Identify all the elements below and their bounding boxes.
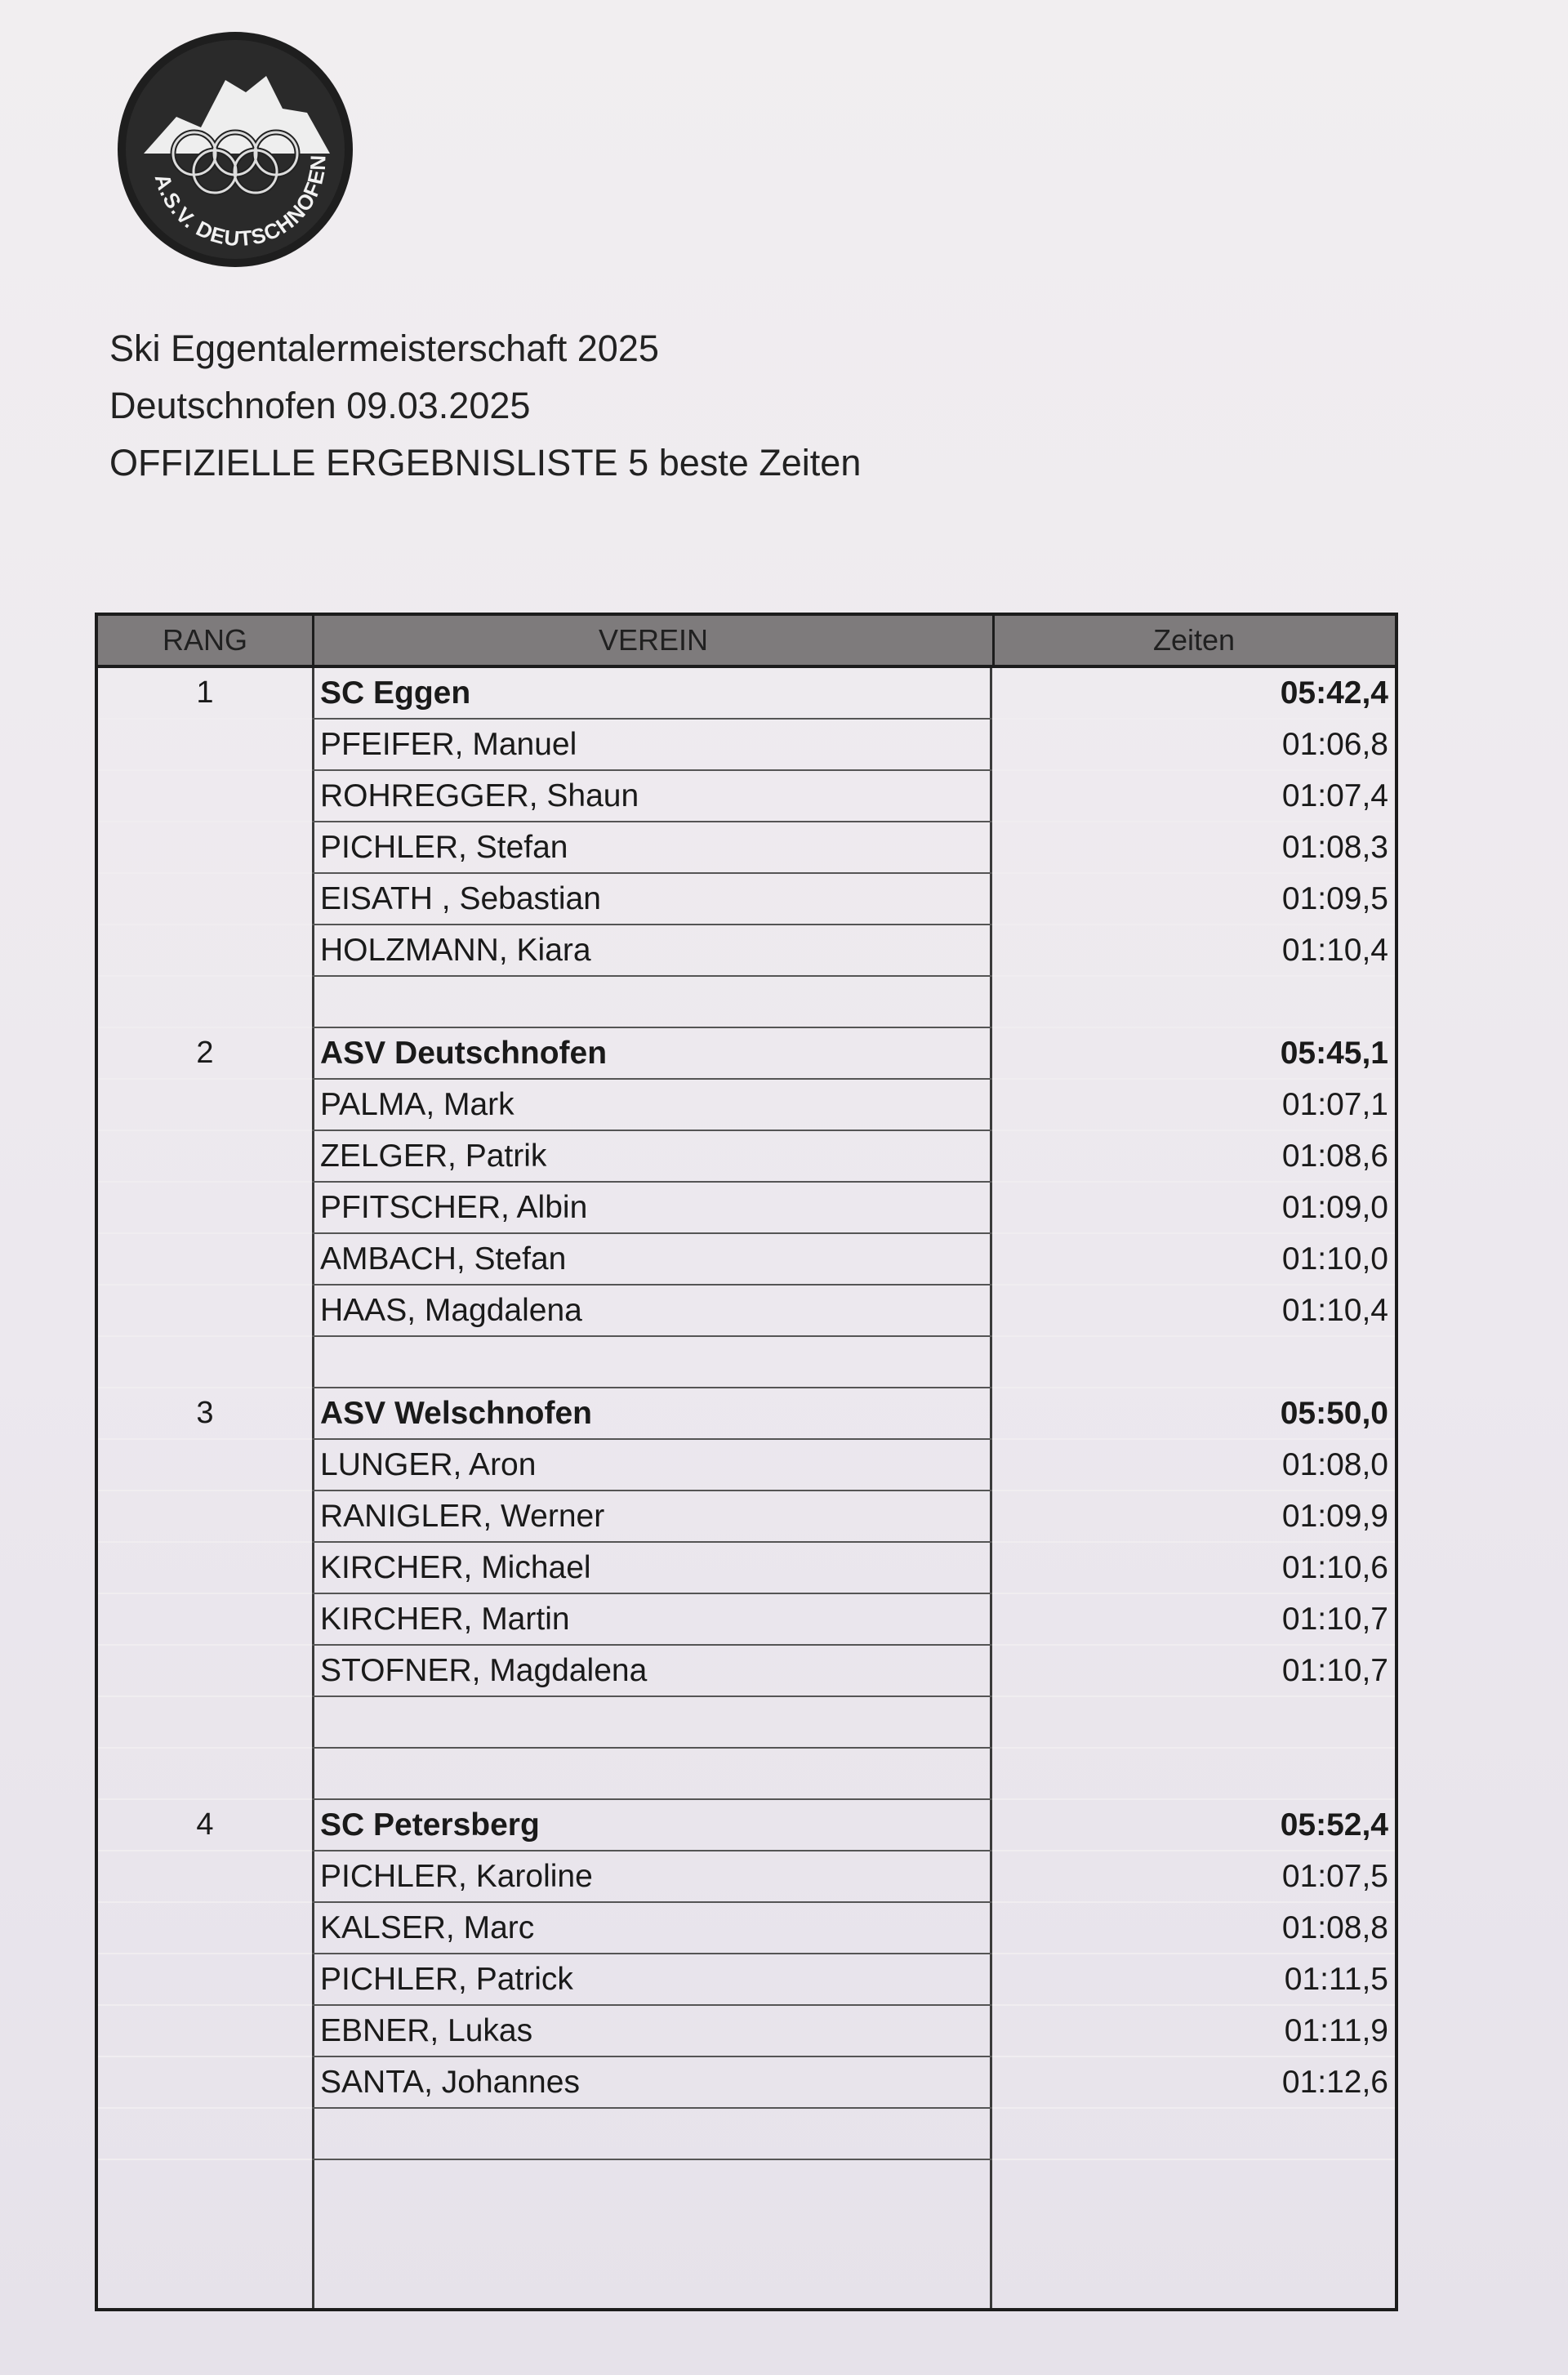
athlete-name: STOFNER, Magdalena <box>320 1653 648 1688</box>
athlete-name: AMBACH, Stefan <box>320 1241 567 1277</box>
team-row <box>98 1028 1395 1080</box>
athlete-time: 01:10,6 <box>1281 1550 1388 1585</box>
athlete-name: PICHLER, Stefan <box>320 830 568 865</box>
team-rank: 4 <box>196 1807 214 1842</box>
athlete-name: PFITSCHER, Albin <box>320 1190 588 1225</box>
athlete-name: SANTA, Johannes <box>320 2065 580 2100</box>
athlete-time: 01:12,6 <box>1281 2065 1388 2100</box>
athlete-row <box>98 1286 1395 1337</box>
athlete-row <box>98 1234 1395 1286</box>
team-name: SC Eggen <box>320 675 471 711</box>
athlete-time: 01:10,4 <box>1281 933 1388 968</box>
table-header <box>98 616 1395 668</box>
athlete-row <box>98 925 1395 977</box>
athlete-row <box>98 1954 1395 2006</box>
athlete-time: 01:08,8 <box>1281 1910 1388 1945</box>
club-logo-icon <box>111 31 359 268</box>
blank-row <box>98 1337 1395 1388</box>
event-place-date: Deutschnofen 09.03.2025 <box>109 385 531 426</box>
blank-row <box>98 1697 1395 1749</box>
team-row <box>98 668 1395 720</box>
athlete-time: 01:08,0 <box>1281 1447 1388 1482</box>
athlete-time: 01:09,0 <box>1281 1190 1388 1225</box>
team-name: SC Petersberg <box>320 1807 540 1843</box>
athlete-row <box>98 822 1395 874</box>
team-rank: 2 <box>196 1036 214 1070</box>
athlete-name: HOLZMANN, Kiara <box>320 933 591 968</box>
athlete-row <box>98 1903 1395 1954</box>
svg-text:A.S.V. DEUTSCHNOFEN: A.S.V. DEUTSCHNOFEN <box>149 154 331 252</box>
athlete-row <box>98 1594 1395 1646</box>
athlete-time: 01:07,5 <box>1281 1859 1388 1894</box>
athlete-row <box>98 1440 1395 1491</box>
team-name: ASV Deutschnofen <box>320 1036 608 1071</box>
athlete-time: 01:11,9 <box>1284 2013 1388 2048</box>
athlete-time: 01:07,4 <box>1281 778 1388 813</box>
athlete-time: 01:09,9 <box>1281 1499 1388 1534</box>
team-rank: 1 <box>196 675 214 710</box>
athlete-row <box>98 1080 1395 1131</box>
team-row <box>98 1388 1395 1440</box>
team-time: 05:45,1 <box>1280 1036 1388 1071</box>
athlete-row <box>98 771 1395 822</box>
athlete-row <box>98 1851 1395 1903</box>
team-name: ASV Welschnofen <box>320 1396 593 1431</box>
blank-row <box>98 977 1395 1028</box>
athlete-name: KALSER, Marc <box>320 1910 535 1945</box>
athlete-time: 01:08,6 <box>1281 1138 1388 1174</box>
athlete-row <box>98 2057 1395 2109</box>
athlete-name: KIRCHER, Michael <box>320 1550 591 1585</box>
table-body <box>98 668 1395 2160</box>
athlete-name: ZELGER, Patrik <box>320 1138 547 1174</box>
athlete-row <box>98 1543 1395 1594</box>
header-rang: RANG <box>162 623 247 657</box>
athlete-name: KIRCHER, Martin <box>320 1602 570 1637</box>
team-rank: 3 <box>196 1396 214 1430</box>
header-verein: VEREIN <box>312 616 995 665</box>
results-table <box>95 613 1398 2311</box>
athlete-row <box>98 720 1395 771</box>
athlete-row <box>98 1491 1395 1543</box>
document-heading <box>109 320 861 492</box>
athlete-name: PALMA, Mark <box>320 1087 514 1122</box>
athlete-time: 01:10,7 <box>1281 1653 1388 1688</box>
team-row <box>98 1800 1395 1851</box>
team-time: 05:42,4 <box>1280 675 1388 711</box>
header-zeiten: Zeiten <box>1152 623 1236 657</box>
athlete-name: EBNER, Lukas <box>320 2013 533 2048</box>
list-subtitle: OFFIZIELLE ERGEBNISLISTE 5 beste Zeiten <box>109 442 862 483</box>
athlete-time: 01:10,0 <box>1281 1241 1388 1277</box>
team-time: 05:50,0 <box>1280 1396 1388 1431</box>
athlete-time: 01:08,3 <box>1281 830 1388 865</box>
athlete-name: PICHLER, Patrick <box>320 1962 573 1997</box>
athlete-time: 01:10,7 <box>1281 1602 1388 1637</box>
club-logo <box>111 31 359 268</box>
athlete-name: HAAS, Magdalena <box>320 1293 582 1328</box>
athlete-time: 01:06,8 <box>1281 727 1388 762</box>
athlete-name: LUNGER, Aron <box>320 1447 537 1482</box>
blank-row <box>98 1749 1395 1800</box>
blank-row <box>98 2109 1395 2160</box>
team-time: 05:52,4 <box>1280 1807 1388 1843</box>
athlete-name: ROHREGGER, Shaun <box>320 778 639 813</box>
athlete-row <box>98 1131 1395 1183</box>
athlete-name: EISATH , Sebastian <box>320 881 601 916</box>
athlete-row <box>98 874 1395 925</box>
athlete-time: 01:10,4 <box>1281 1293 1388 1328</box>
athlete-time: 01:09,5 <box>1281 881 1388 916</box>
event-title: Ski Eggentalermeisterschaft 2025 <box>109 328 659 369</box>
athlete-name: PICHLER, Karoline <box>320 1859 593 1894</box>
athlete-name: PFEIFER, Manuel <box>320 727 577 762</box>
athlete-row <box>98 1646 1395 1697</box>
athlete-time: 01:07,1 <box>1281 1087 1388 1122</box>
athlete-time: 01:11,5 <box>1284 1962 1388 1997</box>
athlete-name: RANIGLER, Werner <box>320 1499 605 1534</box>
athlete-row <box>98 2006 1395 2057</box>
athlete-row <box>98 1183 1395 1234</box>
